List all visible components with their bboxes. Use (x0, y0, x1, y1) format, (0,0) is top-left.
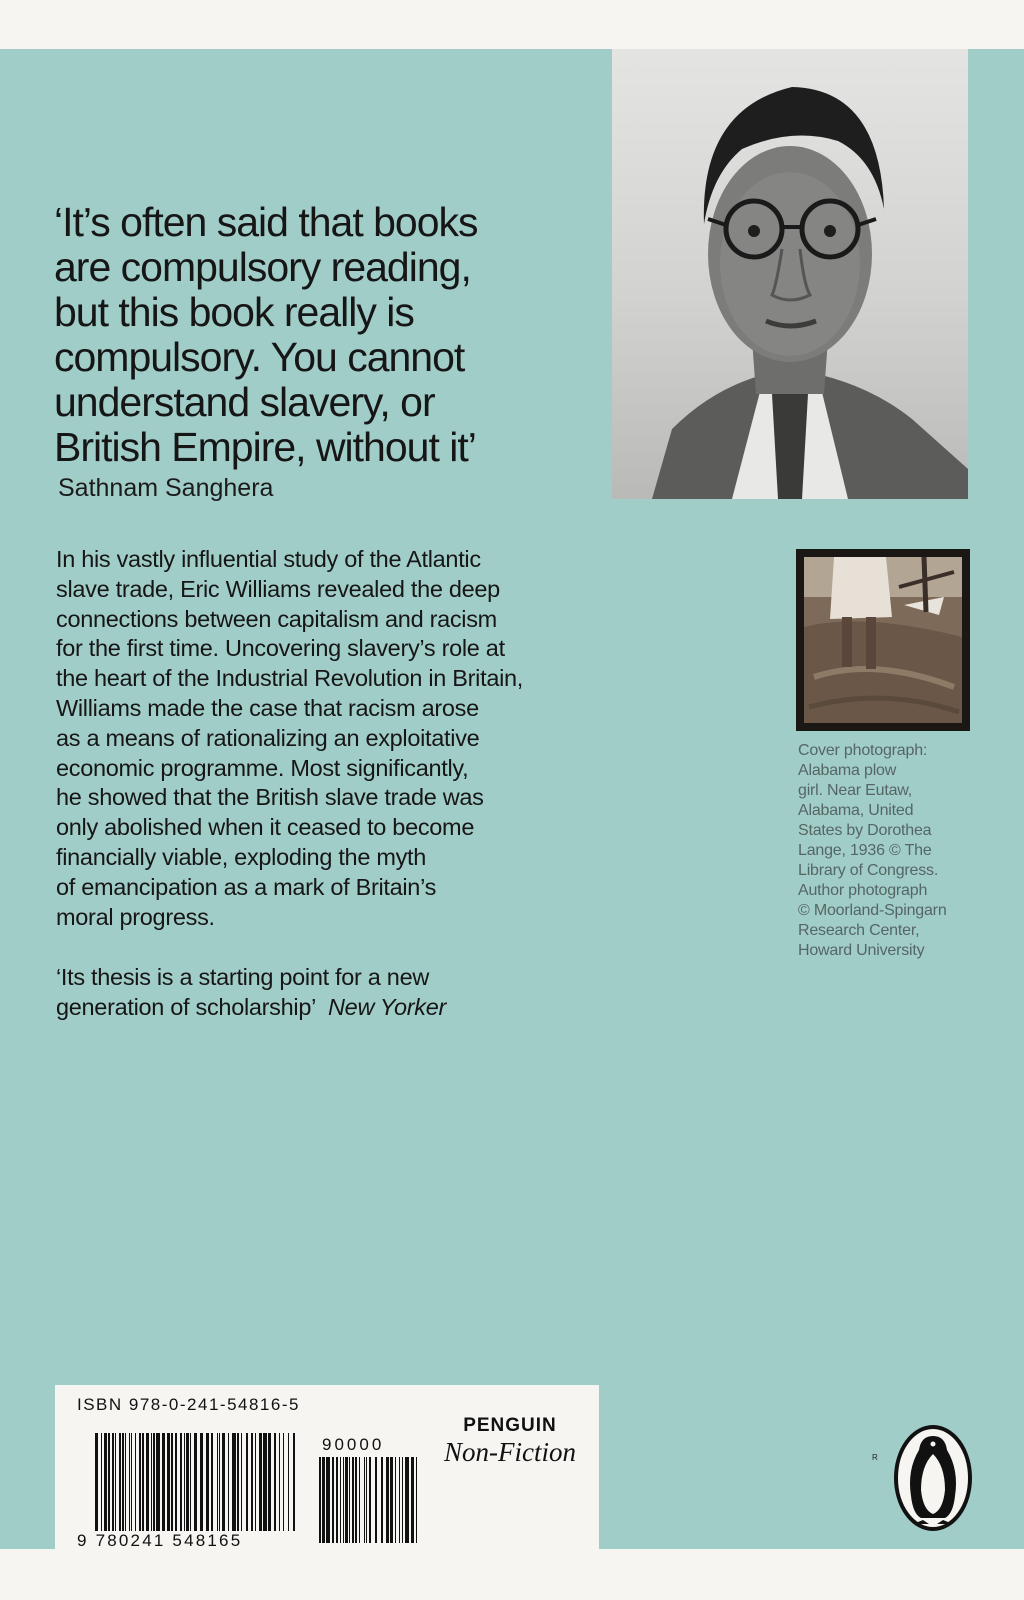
press-review (56, 963, 616, 1023)
review-line (56, 993, 616, 1023)
description-line: moral progress. (56, 903, 215, 930)
description-line: slave trade, Eric Williams revealed the deep (56, 575, 500, 602)
publisher-name: PENGUIN (463, 1415, 557, 1436)
credit-line: girl. Near Eutaw, (798, 782, 912, 799)
featured-quote (54, 200, 614, 470)
credit-line: © Moorland-Spingarn (798, 902, 947, 919)
isbn-label: ISBN 978-0-241-54816-5 (77, 1395, 300, 1414)
book-description (56, 545, 626, 932)
author-photograph (612, 49, 968, 499)
registered-mark: R (872, 1453, 878, 1462)
barcode-addon-digits: 90000 (322, 1435, 385, 1454)
description-line: for the first time. Uncovering slavery’s role at (56, 635, 505, 662)
credit-line: Alabama plow (798, 762, 897, 779)
credit-line: Cover photograph: (798, 742, 928, 759)
publisher-imprint: Non-Fiction (444, 1437, 576, 1467)
credit-line: Alabama, United (798, 802, 914, 819)
description-line: of emancipation as a mark of Britain’s (56, 873, 437, 900)
quote-line: British Empire, without it’ (54, 424, 476, 470)
quote-line: are compulsory reading, (54, 244, 471, 290)
barcode-icon (95, 1433, 295, 1531)
review-line: ‘Its thesis is a starting point for a new (56, 964, 430, 990)
barcode-addon-icon (319, 1457, 417, 1543)
barcode-digits: 9 780241 548165 (77, 1531, 243, 1550)
description-line: as a means of rationalizing an exploitative (56, 724, 480, 751)
barcode-panel (55, 1385, 599, 1549)
photo-credits (798, 741, 978, 961)
credit-line: Research Center, (798, 922, 920, 939)
cover-photograph-thumbnail (796, 549, 970, 731)
description-line: economic programme. Most significantly, (56, 754, 469, 781)
review-source: New Yorker (328, 993, 447, 1020)
credit-line: Lange, 1936 © The (798, 842, 932, 859)
description-line: the heart of the Industrial Revolution in Britain, (56, 665, 524, 692)
quote-attribution: Sathnam Sanghera (58, 474, 274, 502)
credit-line: States by Dorothea (798, 822, 932, 839)
credit-line: Library of Congress. (798, 862, 939, 879)
penguin-logo-icon (893, 1424, 973, 1532)
description-line: he showed that the British slave trade was (56, 784, 484, 811)
quote-line: understand slavery, or (54, 379, 435, 425)
quote-line: but this book really is (54, 289, 414, 335)
description-line: Williams made the case that racism arose (56, 694, 479, 721)
description-line: connections between capitalism and racism (56, 605, 497, 632)
description-line: financially viable, exploding the myth (56, 843, 427, 870)
credit-line: Howard University (798, 942, 925, 959)
quote-line: ‘It’s often said that books (54, 199, 478, 245)
review-text: generation of scholarship’ (56, 993, 317, 1020)
credit-line: Author photograph (798, 882, 928, 899)
quote-line: compulsory. You cannot (54, 334, 465, 380)
description-line: In his vastly influential study of the Atlantic (56, 546, 481, 572)
description-line: only abolished when it ceased to become (56, 814, 475, 841)
